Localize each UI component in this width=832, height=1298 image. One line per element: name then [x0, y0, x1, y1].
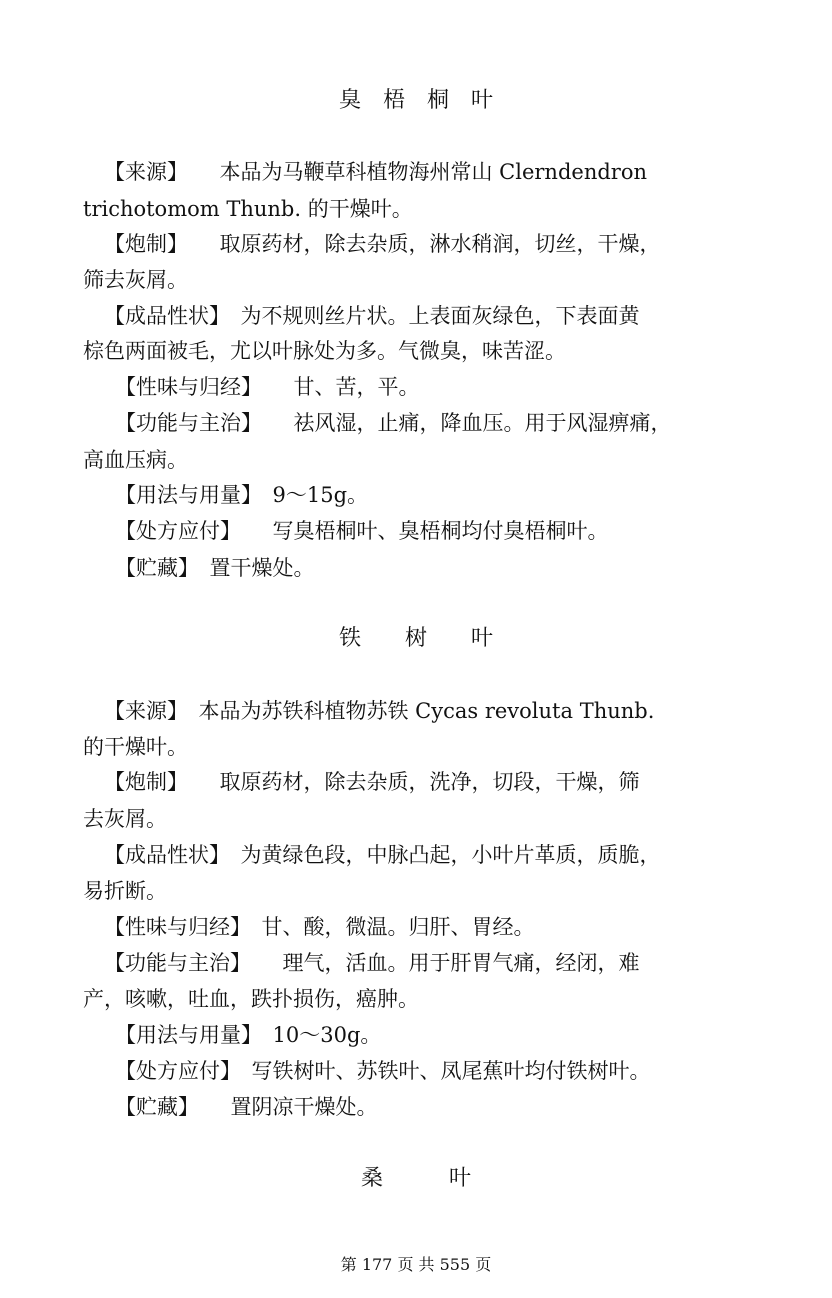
- field-text: 10～30g。: [251, 1023, 382, 1047]
- field-text: 写臭梧桐叶、臭梧桐均付臭梧桐叶。: [230, 519, 609, 543]
- field-text: 本品为苏铁科植物苏铁 Cycas revoluta Thunb.: [177, 699, 655, 723]
- field-label: 【处方应付】: [115, 1059, 231, 1083]
- field-text: 的干燥叶。: [83, 735, 188, 759]
- field-text: 取原药材，除去杂质，淋水稍润，切丝，干燥，: [177, 232, 661, 256]
- paragraph-line: [83, 984, 419, 1014]
- paragraph-line: [83, 732, 188, 762]
- field-text: 易折断。: [83, 879, 167, 903]
- field-label: 【贮藏】: [115, 1095, 189, 1119]
- field-text: 棕色两面被毛，尤以叶脉处为多。气微臭，味苦涩。: [83, 339, 566, 363]
- paragraph-line: [115, 408, 672, 438]
- section-title: 桑 叶: [360, 1166, 471, 1191]
- field-label: 【来源】: [104, 699, 178, 723]
- field-text: 筛去灰屑。: [83, 268, 188, 292]
- paragraph-line: [115, 372, 420, 402]
- paragraph-line: [104, 301, 640, 331]
- field-label: 【性味与归经】: [104, 915, 241, 939]
- field-label: 【用法与用量】: [115, 1023, 252, 1047]
- field-label: 【性味与归经】: [115, 375, 252, 399]
- paragraph-line: [115, 1092, 378, 1122]
- field-label: 【炮制】: [104, 232, 178, 256]
- page-footer: 第 177 页 共 555 页: [340, 1255, 492, 1274]
- field-text: 置干燥处。: [188, 556, 315, 580]
- paragraph-line: [83, 876, 167, 906]
- paragraph-line: [115, 1020, 381, 1050]
- field-text: 为不规则丝片状。上表面灰绿色，下表面黄: [219, 304, 640, 328]
- field-text: trichotomom Thunb. 的干燥叶。: [83, 197, 413, 221]
- field-label: 【来源】: [104, 160, 178, 184]
- paragraph-line: [83, 265, 188, 295]
- field-text: 去灰屑。: [83, 807, 167, 831]
- paragraph-line: [115, 480, 368, 510]
- field-text: 甘、苦，平。: [251, 375, 420, 399]
- paragraph-line: [115, 1056, 651, 1086]
- paragraph-line: [115, 516, 609, 546]
- field-label: 【成品性状】: [104, 304, 220, 328]
- paragraph-line: [104, 157, 647, 187]
- field-label: 【炮制】: [104, 770, 178, 794]
- field-text: 写铁树叶、苏铁叶、凤尾蕉叶均付铁树叶。: [230, 1059, 651, 1083]
- paragraph-line: [104, 767, 640, 797]
- field-text: 高血压病。: [83, 448, 188, 472]
- paragraph-line: [104, 229, 661, 259]
- field-text: 取原药材，除去杂质，洗净，切段，干燥，筛: [177, 770, 640, 794]
- paragraph-line: [104, 948, 640, 978]
- field-text: 为黄绿色段，中脉凸起，小叶片革质，质脆，: [219, 843, 661, 867]
- field-text: 置阴凉干燥处。: [188, 1095, 378, 1119]
- section-title: 铁 树 叶: [338, 626, 493, 651]
- field-text: 产，咳嗽，吐血，跌扑损伤，癌肿。: [83, 987, 419, 1011]
- paragraph-line: [83, 336, 566, 366]
- paragraph-line: [115, 553, 315, 583]
- field-label: 【用法与用量】: [115, 483, 252, 507]
- field-text: 甘、酸，微温。归肝、胃经。: [240, 915, 535, 939]
- paragraph-line: [104, 696, 654, 726]
- paragraph-line: [104, 912, 535, 942]
- field-text: 祛风湿，止痛，降血压。用于风湿痹痛，: [251, 411, 672, 435]
- field-label: 【功能与主治】: [104, 951, 241, 975]
- field-label: 【贮藏】: [115, 556, 189, 580]
- paragraph-line: [83, 194, 413, 224]
- section-title: 臭 梧 桐 叶: [338, 88, 493, 113]
- field-label: 【成品性状】: [104, 843, 220, 867]
- field-label: 【功能与主治】: [115, 411, 252, 435]
- paragraph-line: [83, 804, 167, 834]
- field-label: 【处方应付】: [115, 519, 231, 543]
- field-text: 理气，活血。用于肝胃气痛，经闭，难: [240, 951, 640, 975]
- field-text: 9～15g。: [251, 483, 369, 507]
- paragraph-line: [104, 840, 661, 870]
- field-text: 本品为马鞭草科植物海州常山 Clerndendron: [177, 160, 647, 184]
- paragraph-line: [83, 445, 188, 475]
